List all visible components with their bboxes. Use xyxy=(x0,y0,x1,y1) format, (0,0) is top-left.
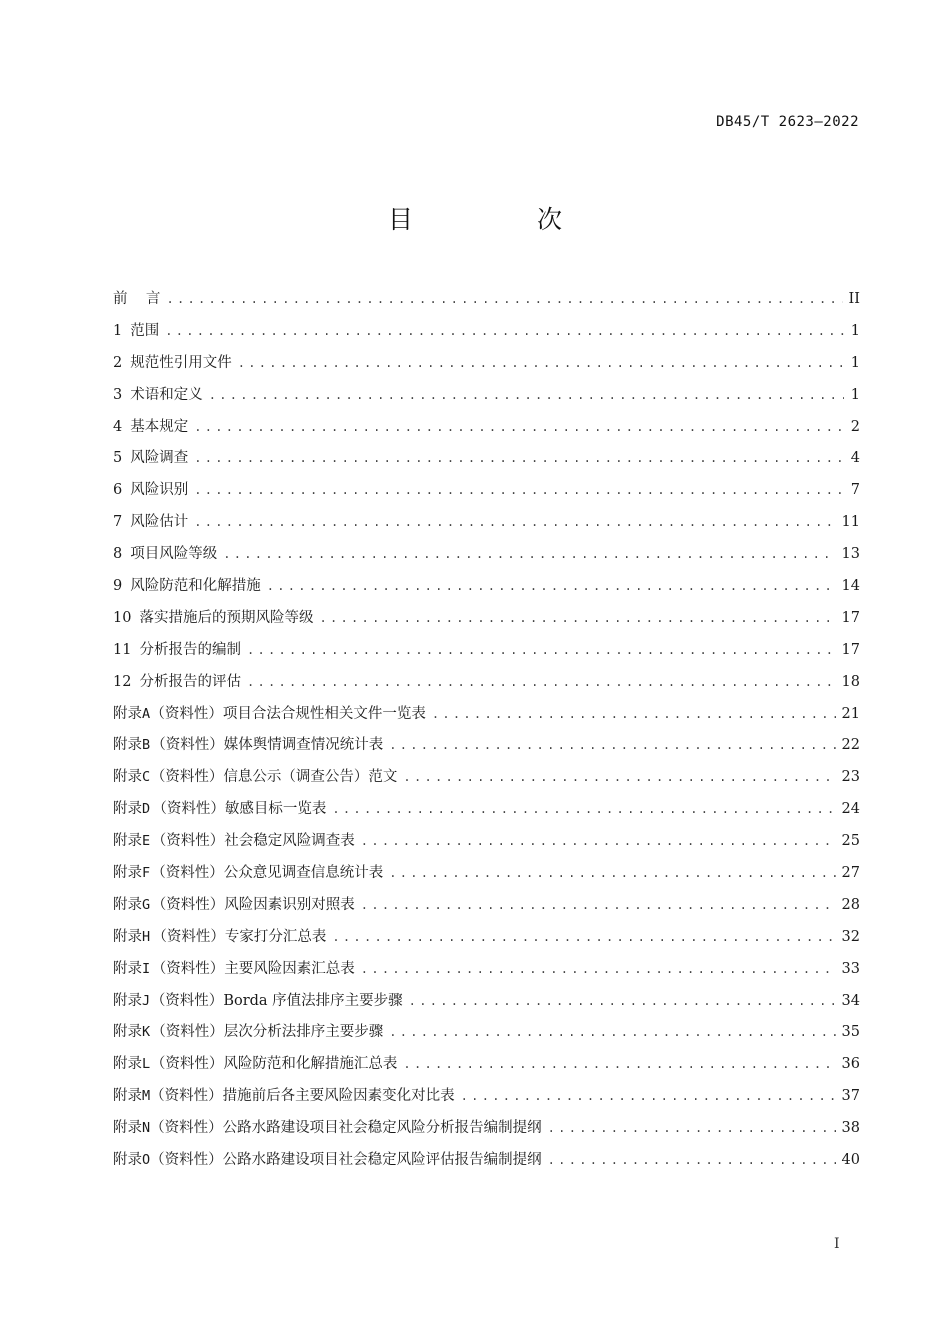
appendix-page: 24 xyxy=(841,801,860,818)
appendix-page: 40 xyxy=(841,1152,860,1169)
appendix-lu: 录 xyxy=(127,737,142,754)
appendix-letter: E xyxy=(142,833,151,850)
toc-entry-label: 规范性引用文件 xyxy=(130,354,232,371)
appendix-fu: 附 xyxy=(113,896,128,913)
toc-entry-page: 7 xyxy=(850,482,860,499)
appendix-type: （资料性） xyxy=(150,992,224,1009)
appendix-title: Borda 序值法排序主要步骤 xyxy=(223,992,403,1009)
appendix-page: 35 xyxy=(841,1024,860,1041)
toc-entry-label: 术语和定义 xyxy=(130,386,203,403)
dot-leader xyxy=(165,316,844,348)
dot-leader xyxy=(461,1081,836,1113)
toc-entry-label: 风险识别 xyxy=(130,482,189,499)
appendix-entry[interactable] xyxy=(113,1081,860,1113)
appendix-letter: G xyxy=(142,896,151,913)
dot-leader xyxy=(389,730,835,762)
appendix-letter: L xyxy=(142,1056,151,1073)
appendix-type: （资料性） xyxy=(151,896,225,913)
appendix-page: 36 xyxy=(841,1056,860,1073)
appendix-type: （资料性） xyxy=(150,1056,224,1073)
toc-entry[interactable] xyxy=(113,412,860,444)
appendix-letter: M xyxy=(142,1088,151,1105)
appendix-title: 公众意见调查信息统计表 xyxy=(223,865,384,882)
appendix-type: （资料性） xyxy=(151,1024,224,1041)
appendix-title: 专家打分汇总表 xyxy=(224,928,327,945)
appendix-page: 22 xyxy=(841,737,860,754)
appendix-entry[interactable] xyxy=(113,1113,860,1145)
dot-leader xyxy=(194,507,835,539)
dot-leader xyxy=(194,475,844,507)
appendix-type: （资料性） xyxy=(151,960,225,977)
dot-leader xyxy=(361,890,836,922)
appendix-type: （资料性） xyxy=(150,705,223,722)
appendix-entry[interactable] xyxy=(113,858,860,890)
toc-entry[interactable] xyxy=(113,667,860,699)
appendix-title: 措施前后各主要风险因素变化对比表 xyxy=(222,1088,455,1105)
dot-leader xyxy=(223,539,835,571)
appendix-fu: 附 xyxy=(113,833,128,850)
dot-leader xyxy=(403,1049,835,1081)
dot-leader xyxy=(548,1145,836,1177)
toc-entry-number: 1 xyxy=(113,322,123,339)
appendix-letter: I xyxy=(142,960,151,977)
appendix-lu: 录 xyxy=(127,992,142,1009)
toc-entry-label: 分析报告的评估 xyxy=(139,673,241,690)
appendix-fu: 附 xyxy=(113,769,128,786)
appendix-type: （资料性） xyxy=(151,833,225,850)
dot-leader xyxy=(389,858,835,890)
dot-leader xyxy=(403,762,835,794)
toc-entry-number: 6 xyxy=(113,482,123,499)
appendix-entry[interactable] xyxy=(113,986,860,1018)
document-code: DB45/T 2623—2022 xyxy=(716,114,859,130)
toc-entry-page: II xyxy=(848,291,860,307)
dot-leader xyxy=(548,1113,836,1145)
toc-entry[interactable] xyxy=(113,443,860,475)
toc-entry-number: 11 xyxy=(113,641,132,658)
page-number: I xyxy=(834,1236,840,1252)
appendix-type: （资料性） xyxy=(150,1152,223,1169)
appendix-lu: 录 xyxy=(127,865,142,882)
appendix-title: 主要风险因素汇总表 xyxy=(224,960,355,977)
toc-entry[interactable] xyxy=(113,571,860,603)
dot-leader xyxy=(238,348,844,380)
appendix-entry[interactable] xyxy=(113,954,860,986)
appendix-fu: 附 xyxy=(113,1024,128,1041)
toc-entry-page: 17 xyxy=(841,609,860,626)
toc-entry-page: 18 xyxy=(841,673,860,690)
toc-entry-label: 落实措施后的预期风险等级 xyxy=(139,609,314,626)
appendix-fu: 附 xyxy=(113,992,128,1009)
appendix-lu: 录 xyxy=(127,801,142,818)
appendix-type: （资料性） xyxy=(151,737,224,754)
appendix-letter: H xyxy=(142,928,151,945)
appendix-lu: 录 xyxy=(127,833,142,850)
appendix-lu: 录 xyxy=(127,1152,142,1169)
appendix-letter: O xyxy=(142,1152,151,1169)
appendix-page: 25 xyxy=(841,833,860,850)
toc-entry[interactable] xyxy=(113,284,860,316)
dot-leader xyxy=(247,667,836,699)
toc-entry[interactable] xyxy=(113,348,860,380)
appendix-lu: 录 xyxy=(127,1024,142,1041)
dot-leader xyxy=(194,412,844,444)
appendix-title: 风险防范和化解措施汇总表 xyxy=(223,1056,398,1073)
appendix-entry[interactable] xyxy=(113,699,860,731)
toc-entry-page: 4 xyxy=(850,450,860,467)
appendix-entry[interactable] xyxy=(113,890,860,922)
toc-entry-number: 9 xyxy=(113,578,123,595)
appendix-fu: 附 xyxy=(113,1120,128,1137)
appendix-page: 28 xyxy=(841,896,860,913)
toc-entry-number: 2 xyxy=(113,354,123,371)
appendix-lu: 录 xyxy=(127,769,142,786)
toc-entry-number: 10 xyxy=(113,609,132,626)
appendix-page: 37 xyxy=(841,1088,860,1105)
toc-entry-page: 11 xyxy=(841,514,860,531)
appendix-page: 27 xyxy=(841,865,860,882)
dot-leader xyxy=(409,986,836,1018)
appendix-letter: J xyxy=(142,992,151,1009)
dot-leader xyxy=(332,794,835,826)
appendix-fu: 附 xyxy=(113,960,128,977)
toc-entry-number: 12 xyxy=(113,673,132,690)
appendix-type: （资料性） xyxy=(150,1088,223,1105)
appendix-title: 风险因素识别对照表 xyxy=(224,896,355,913)
appendix-letter: F xyxy=(142,865,151,882)
appendix-type: （资料性） xyxy=(150,769,224,786)
dot-leader xyxy=(209,380,844,412)
toc-entry-page: 1 xyxy=(850,354,860,371)
appendix-title: 信息公示（调查公告）范文 xyxy=(223,769,398,786)
toc-entry-number: 4 xyxy=(113,418,123,435)
appendix-letter: D xyxy=(142,801,151,818)
appendix-lu: 录 xyxy=(127,705,142,722)
toc-entry-number: 3 xyxy=(113,386,123,403)
toc-entry-label: 风险调查 xyxy=(130,450,189,467)
appendix-title: 敏感目标一览表 xyxy=(224,801,327,818)
appendix-entry[interactable] xyxy=(113,1049,860,1081)
toc-entry-label: 前 言 xyxy=(113,291,161,307)
appendix-lu: 录 xyxy=(127,1120,142,1137)
appendix-page: 32 xyxy=(841,928,860,945)
appendix-page: 38 xyxy=(841,1120,860,1137)
appendix-fu: 附 xyxy=(113,1056,128,1073)
dot-leader xyxy=(361,826,836,858)
toc-entry-label: 范围 xyxy=(130,322,160,339)
appendix-fu: 附 xyxy=(113,865,128,882)
appendix-type: （资料性） xyxy=(152,801,225,818)
toc-entry[interactable] xyxy=(113,316,860,348)
appendix-page: 34 xyxy=(841,992,860,1009)
appendix-lu: 录 xyxy=(127,960,142,977)
appendix-title: 项目合法合规性相关文件一览表 xyxy=(222,705,426,722)
appendix-title: 媒体舆情调查情况统计表 xyxy=(223,737,384,754)
appendix-fu: 附 xyxy=(113,1088,128,1105)
appendix-page: 23 xyxy=(841,769,860,786)
appendix-letter: A xyxy=(142,705,151,722)
toc-entry-page: 1 xyxy=(850,322,860,339)
toc-entry-number: 7 xyxy=(113,514,123,531)
toc-entry-page: 1 xyxy=(850,386,860,403)
dot-leader xyxy=(432,699,836,731)
appendix-type: （资料性） xyxy=(151,865,224,882)
toc-entry-number: 5 xyxy=(113,450,123,467)
appendix-entry[interactable] xyxy=(113,794,860,826)
toc-entry[interactable] xyxy=(113,475,860,507)
dot-leader xyxy=(389,1017,835,1049)
toc-entry-label: 风险防范和化解措施 xyxy=(130,578,261,595)
toc-entry-number: 8 xyxy=(113,546,123,563)
toc-entry-page: 13 xyxy=(841,546,860,563)
toc-entry-label: 分析报告的编制 xyxy=(139,641,241,658)
appendix-entry[interactable] xyxy=(113,762,860,794)
appendix-fu: 附 xyxy=(113,705,128,722)
toc-entry-label: 基本规定 xyxy=(130,418,189,435)
toc-entry[interactable] xyxy=(113,380,860,412)
appendix-fu: 附 xyxy=(113,1152,128,1169)
appendix-lu: 录 xyxy=(127,928,142,945)
appendix-lu: 录 xyxy=(127,896,142,913)
toc-entry[interactable] xyxy=(113,603,860,635)
toc-entry[interactable] xyxy=(113,635,860,667)
appendix-entry[interactable] xyxy=(113,1145,860,1177)
appendix-entry[interactable] xyxy=(113,730,860,762)
toc-entry-label: 项目风险等级 xyxy=(130,546,218,563)
appendix-fu: 附 xyxy=(113,928,128,945)
dot-leader xyxy=(247,635,836,667)
appendix-letter: C xyxy=(142,769,151,786)
dot-leader xyxy=(332,922,835,954)
table-of-contents xyxy=(113,284,860,1177)
appendix-letter: B xyxy=(142,737,151,754)
dot-leader xyxy=(361,954,836,986)
appendix-fu: 附 xyxy=(113,801,128,818)
toc-entry-page: 17 xyxy=(841,641,860,658)
appendix-letter: N xyxy=(142,1120,151,1137)
appendix-title: 社会稳定风险调查表 xyxy=(224,833,355,850)
appendix-page: 21 xyxy=(841,705,860,722)
appendix-title: 层次分析法排序主要步骤 xyxy=(223,1024,384,1041)
dot-leader xyxy=(166,284,842,316)
appendix-entry[interactable] xyxy=(113,826,860,858)
page-title: 目 次 xyxy=(388,205,620,234)
appendix-entry[interactable] xyxy=(113,1017,860,1049)
toc-entry-page: 14 xyxy=(841,578,860,595)
appendix-page: 33 xyxy=(841,960,860,977)
appendix-type: （资料性） xyxy=(152,928,225,945)
dot-leader xyxy=(319,603,835,635)
dot-leader xyxy=(267,571,836,603)
toc-entry-label: 风险估计 xyxy=(130,514,189,531)
appendix-title: 公路水路建设项目社会稳定风险评估报告编制提纲 xyxy=(222,1152,542,1169)
appendix-type: （资料性） xyxy=(150,1120,223,1137)
toc-entry[interactable] xyxy=(113,539,860,571)
appendix-lu: 录 xyxy=(127,1088,142,1105)
appendix-fu: 附 xyxy=(113,737,128,754)
toc-entry[interactable] xyxy=(113,507,860,539)
dot-leader xyxy=(194,443,844,475)
appendix-title: 公路水路建设项目社会稳定风险分析报告编制提纲 xyxy=(222,1120,542,1137)
appendix-letter: K xyxy=(142,1024,151,1041)
appendix-entry[interactable] xyxy=(113,922,860,954)
toc-entry-page: 2 xyxy=(850,418,860,435)
appendix-lu: 录 xyxy=(127,1056,142,1073)
